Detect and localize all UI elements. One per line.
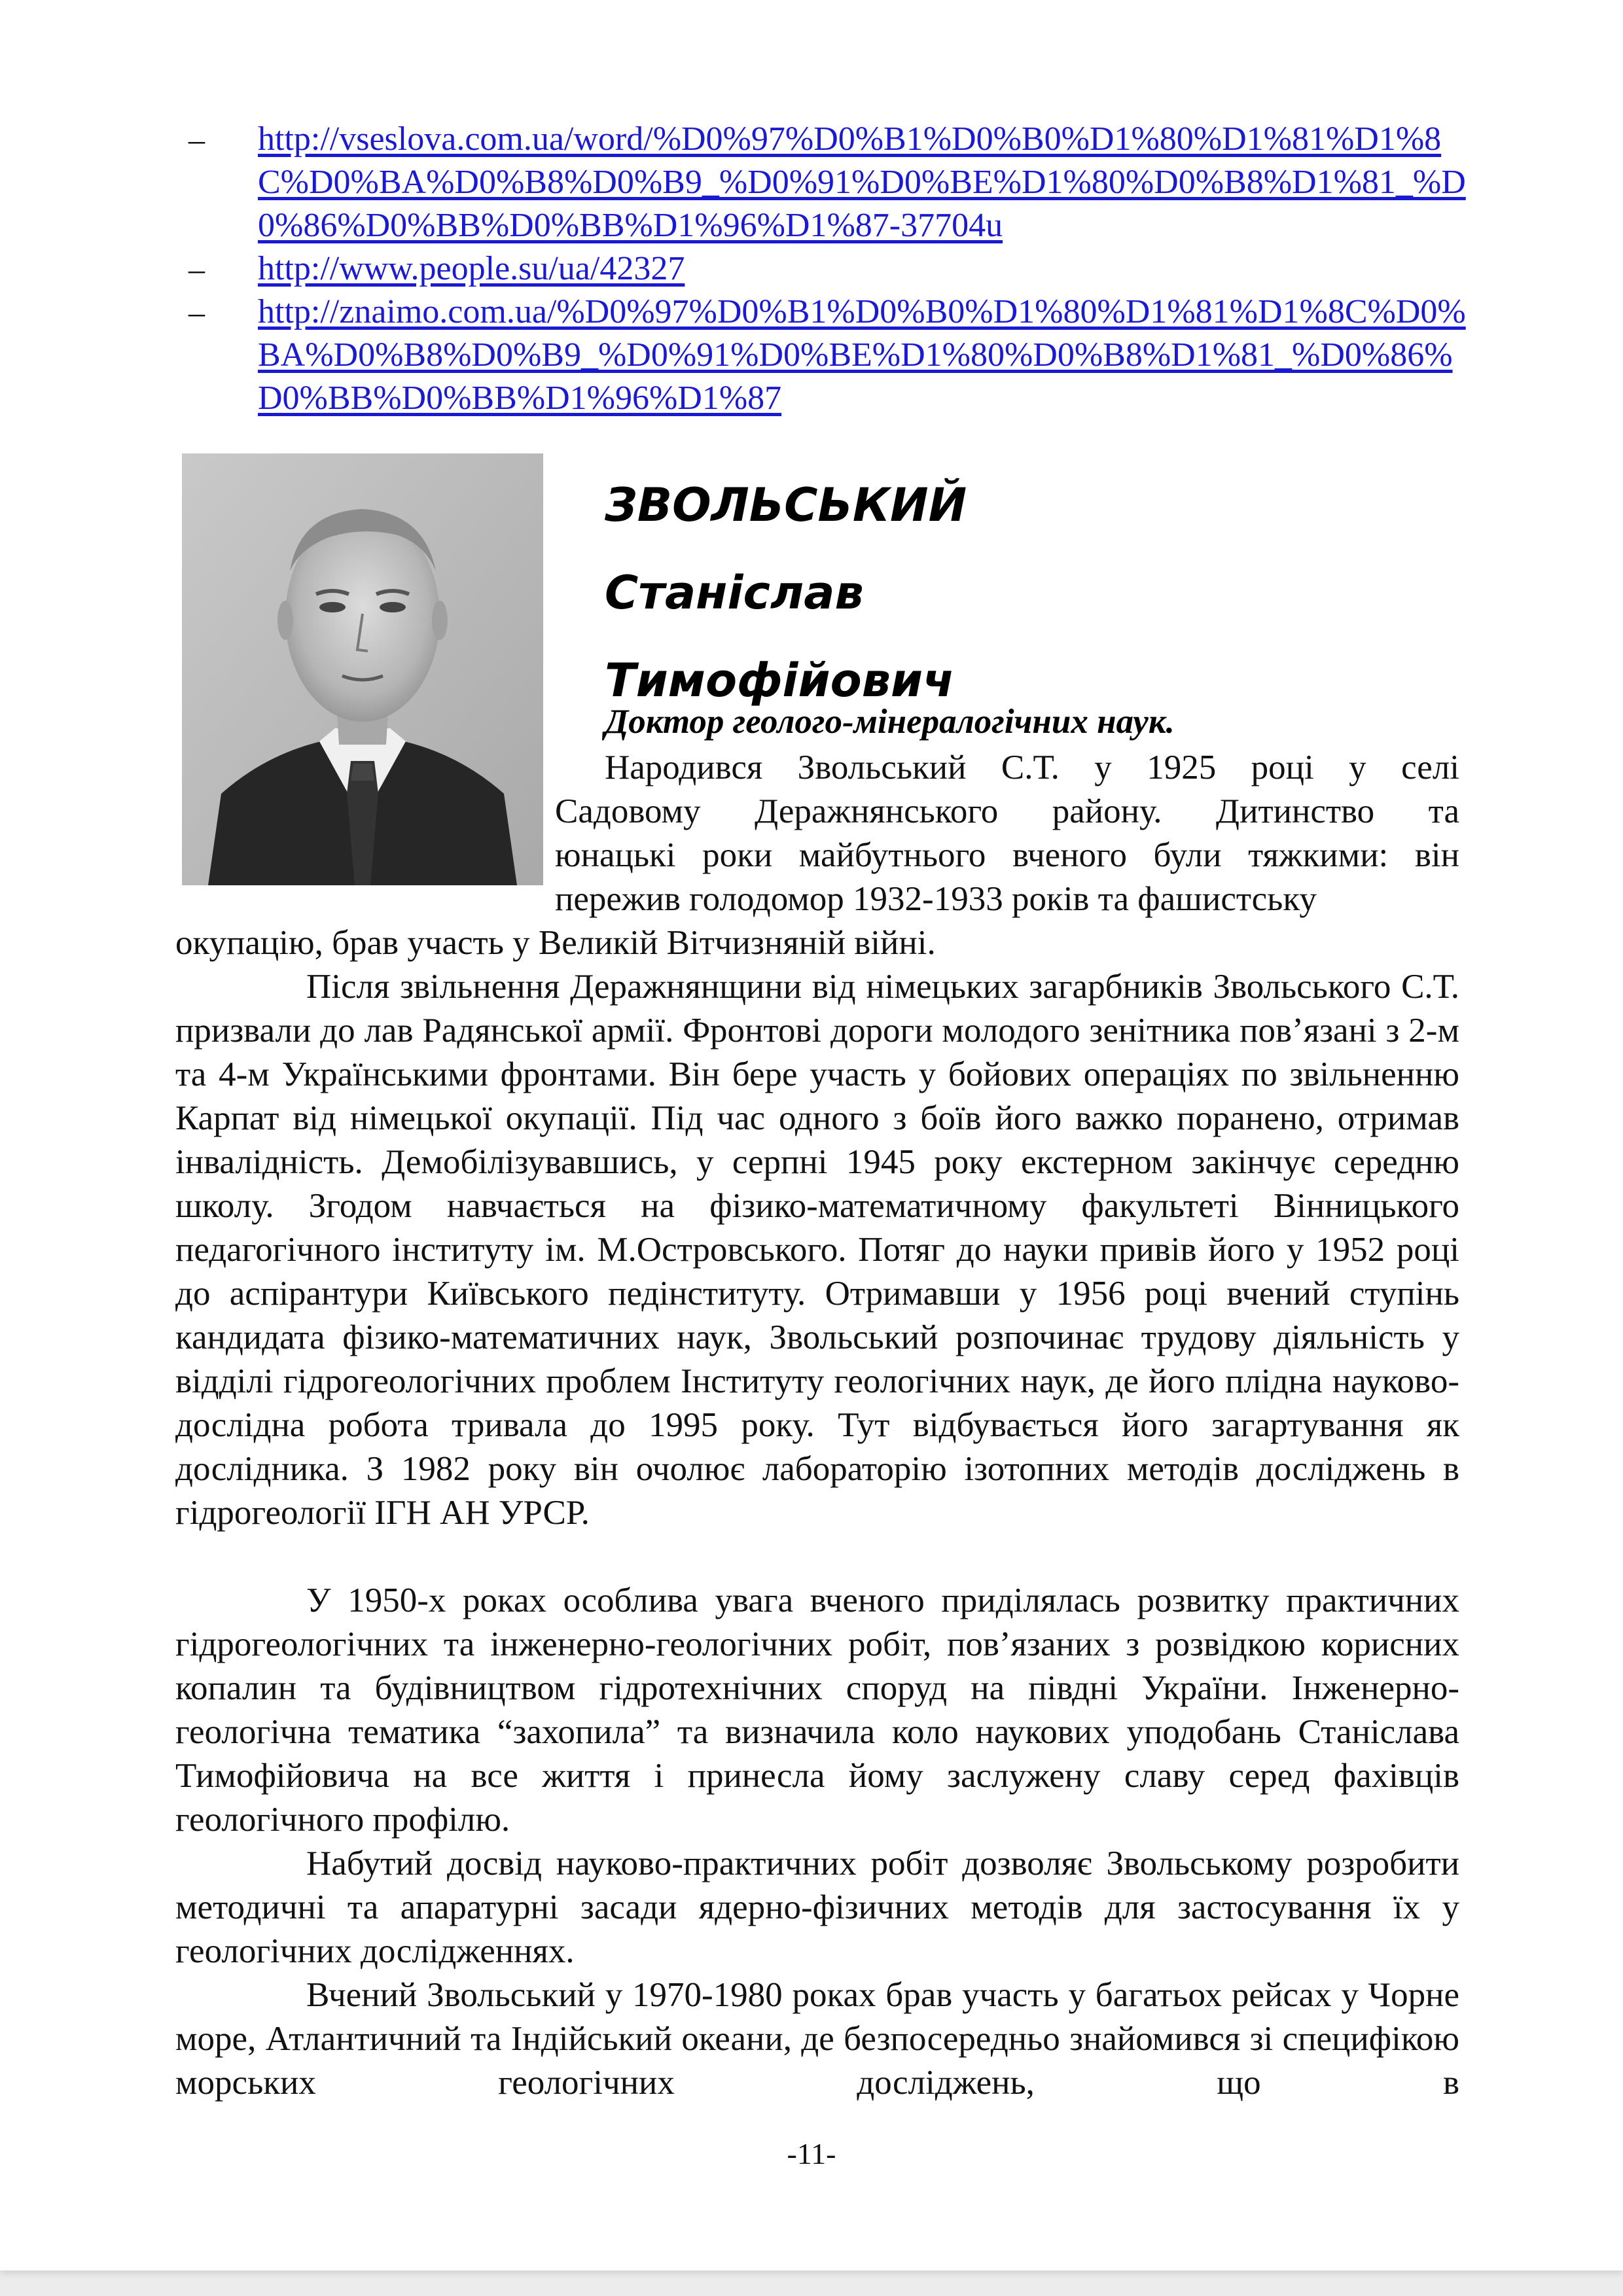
reference-links [188,118,1471,420]
list-item [188,247,1471,291]
list-dash: – [188,251,205,287]
portrait-photo [182,453,543,885]
paragraph-5: Вчений Звольський у 1970-1980 роках брав участь у багатьох рейсах у Чорне море, Атлантичний та Індійський океани, де безпосередньо знайомився зі специфікою морських геологічних досліджень, що в [175,1976,1459,2102]
person-name [605,461,967,724]
surname: ЗВОЛЬСЬКИЙ [605,478,967,532]
body-line-3: юнацькі роки майбутнього вченого були тяжкими: він [555,836,1459,874]
reference-link-znaimo[interactable]: http://znaimo.com.ua/%D0%97%D0%B1%D0%B0%D1%80%D1%81%D1%8C%D0%BA%D0%B8%D0%B9_%D0%91%D0%BE%D1%80%D0%B8%D1%81_%D0%86%D0%BB%D0%BB%D1%96%D1%87 [258,293,1466,417]
first-name: Станіслав [605,566,864,620]
body-line-1: Народився Звольський С.Т. у 1925 році у селі [605,749,1459,786]
reference-link-people[interactable]: http://www.people.su/ua/42327 [258,250,685,287]
reference-link-vseslova[interactable]: http://vseslova.com.ua/word/%D0%97%D0%B1%D0%B0%D1%80%D1%81%D1%8C%D0%BA%D0%B8%D0%B9_%D0%91%D0%BE%D1%80%D0%B8%D1%81_%D0%86%D0%BB%D0%BB%D1%96%D1%87-37704u [258,120,1466,244]
paragraph-1-end: окупацію, брав участь у Великій Вітчизняній війні. [175,924,936,962]
patronymic: Тимофійович [605,654,955,707]
body-line-4: пережив голодомор 1932-1933 років та фашистську [555,880,1317,918]
paragraph-4: Набутий досвід науково-практичних робіт дозволяє Звольському розробити методичні та апаратурні засади ядерно-фізичних методів для застосування їх у геологічних дослідженнях. [175,1845,1459,1970]
list-dash: – [188,294,205,330]
page-number: -11- [787,2137,836,2170]
academic-degree: Доктор геолого-мінералогічних наук. [605,703,1175,741]
list-item [188,118,1471,247]
list-item [188,291,1471,420]
paragraph-3: У 1950-х роках особлива увага вченого приділялась розвитку практичних гідрогеологічних та інженерно-геологічних робіт, пов’язаних з розвідкою корисних копалин та будівництвом гідротехнічних споруд на півдні України. Інженерно-геологічна тематика “захопила” та визначила коло наукових уподобань Станіслава Тимофійовича на все життя і принесла йому заслужену славу серед фахівців геологічного профілю. [175,1581,1459,1839]
body-line-2: Садовому Деражнянського району. Дитинство та [555,792,1459,830]
list-dash: – [188,121,205,158]
paragraph-2: Після звільнення Деражнянщини від німецьких загарбників Звольського С.Т. призвали до лав Радянської армії. Фронтові дороги молодого зенітника пов’язані з 2-м та 4-м Українськими фронтами. Він бере участь у бойових операціях по звільненню Карпат від німецької окупації. Під час одного з боїв його важко поранено, отримав інвалідність. Демобілізувавшись, у серпні 1945 року екстерном закінчує середню школу. Згодом навчається на фізико-математичному факультеті Вінницького педагогічного інституту ім. М.Островського. Потяг до науки привів його у 1952 році до аспірантури Київського педінституту. Отримавши у 1956 році вчений ступінь кандидата фізико-математичних наук, Звольський розпочинає трудову діяльність у відділі гідрогеологічних проблем Інституту геологічних наук, де його плідна науково-дослідна робота тривала до 1995 року. Тут відбувається його загартування як дослідника. З 1982 року він очолює лабораторію ізотопних методів досліджень в гідрогеології ІГН АН УРСР. [175,968,1459,1532]
